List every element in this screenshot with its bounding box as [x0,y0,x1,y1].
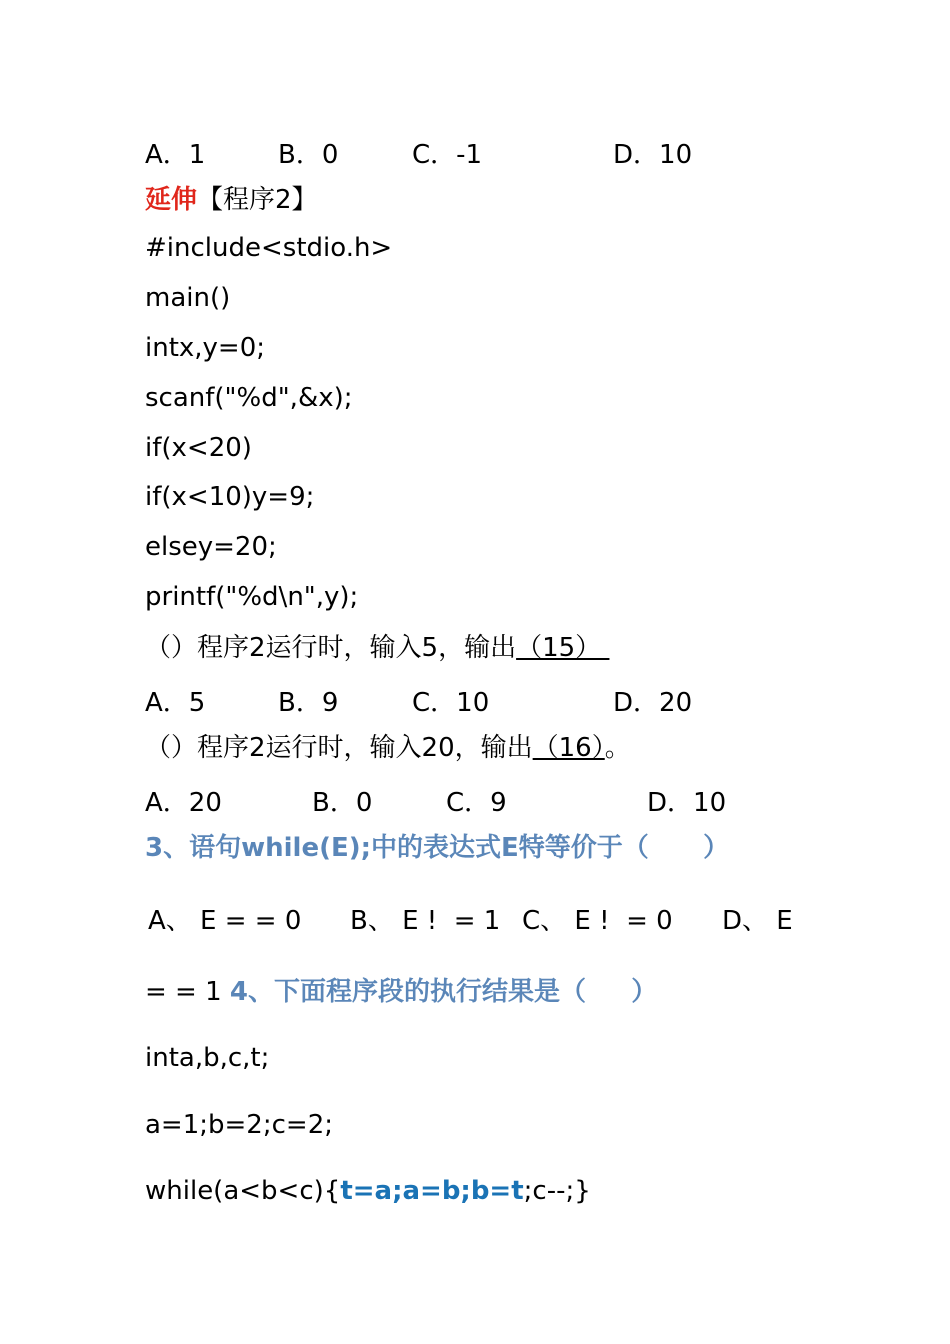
question-15-blank: （15） [516,633,610,663]
option-a: A．20 [145,788,222,818]
option-d: D．20 [613,688,693,718]
option-b: B、 E ! = 1 [350,906,501,936]
question-16-text: （）程序2运行时，输入20，输出 [145,733,533,763]
option-c: C．9 [446,788,507,818]
program-title: 【程序2】 [197,185,318,215]
code-line: a=1;b=2;c=2; [145,1110,333,1140]
extension-heading [145,184,318,216]
option-b: B．9 [278,688,339,718]
question-4-title: 4、下面程序段的执行结果是（ ） [229,977,658,1007]
option-a: A、 E = = 0 [148,906,302,936]
code-line: printf("%d\n",y); [145,582,359,612]
question-15-text: （）程序2运行时，输入5，输出 [145,633,517,663]
code-line: elsey=20; [145,532,277,562]
code-line: if(x<20) [145,433,252,463]
option-d: D、 E [722,906,793,936]
question-3-title: 3、语句while(E);中的表达式E特等价于（ ） [145,833,730,863]
code-line: scanf("%d",&x); [145,383,353,413]
option-a: A．5 [145,688,206,718]
question-16-end: 。 [604,733,631,763]
code-line: #include<stdio.h> [145,233,393,263]
question-15 [145,632,609,664]
option-b: B．0 [312,788,373,818]
code-while-prefix: while(a<b<c){ [145,1176,341,1206]
code-line-while [145,1175,591,1207]
question-4-line [145,976,657,1008]
code-line: if(x<10)y=9; [145,482,315,512]
option-d: D．10 [613,140,693,170]
option-c: C．10 [412,688,490,718]
option-d-continued: = = 1 [145,977,222,1007]
code-while-suffix: ;c--;} [523,1176,591,1206]
code-while-highlight: t=a;a=b;b=t [340,1176,524,1206]
option-c: C、 E ! = 0 [522,906,673,936]
code-line: main() [145,283,231,313]
code-line: inta,b,c,t; [145,1043,270,1073]
option-c: C．-1 [412,140,483,170]
code-line: intx,y=0; [145,333,266,363]
option-b: B．0 [278,140,339,170]
option-d: D．10 [647,788,727,818]
question-16-blank: （16） [532,733,605,763]
extension-tag: 延伸 [145,185,198,215]
option-a: A．1 [145,140,206,170]
question-16 [145,732,631,764]
